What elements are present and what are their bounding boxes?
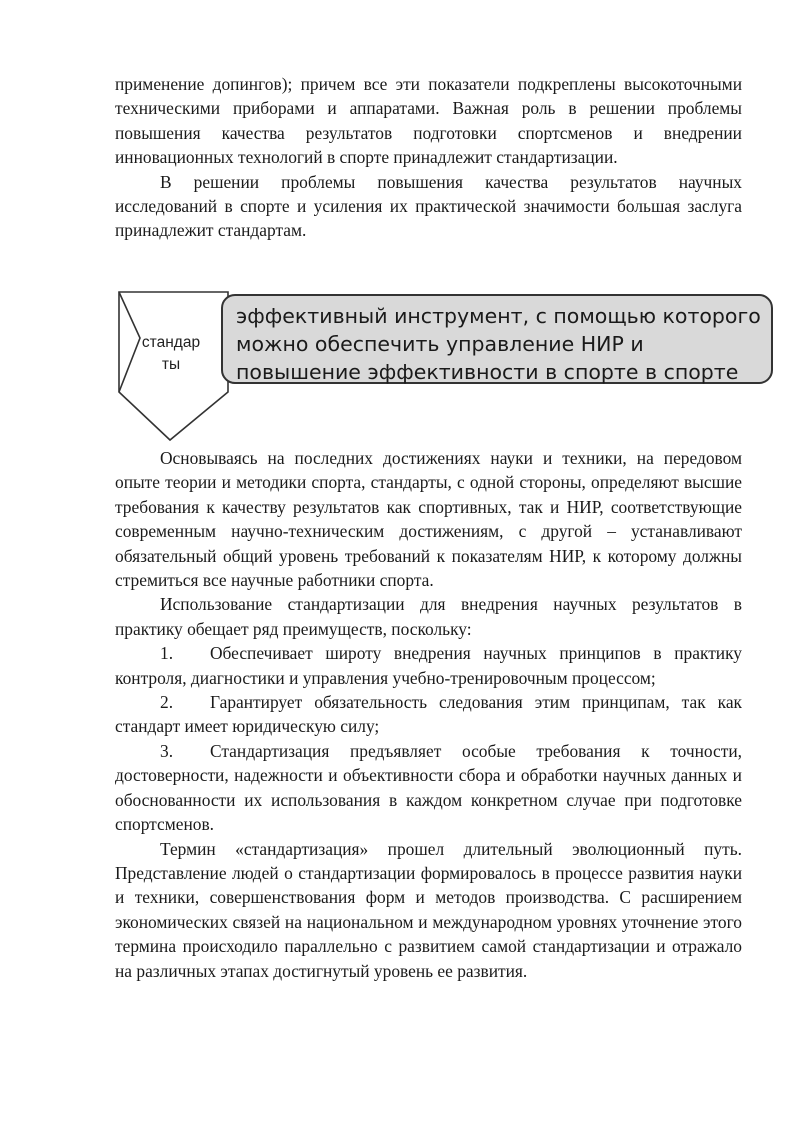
- paragraph: Использование стандартизации для внедрения научных результатов в практику обещает ряд преимуществ, поскольку:: [115, 594, 742, 639]
- callout-box: эффективный инструмент, с помощью которого можно обеспечить управление НИР и повышение эффективности в спорте в спорте: [221, 294, 773, 384]
- paragraph: применение допингов); причем все эти показатели подкреплены высокоточными техническими приборами и аппаратами. Важная роль в решении проблемы повышения качества результатов подготовки спортсменов и внедрении инновационных технологий в спорте принадлежит стандартизации.: [115, 74, 742, 168]
- top-text-block: [115, 72, 742, 243]
- paragraph: Термин «стандартизация» прошел длительный эволюционный путь. Представление людей о стандартизации формировалось в процессе развития науки и техники, совершенствования форм и методов производства. С расширением экономических связей на национальном и международном уровнях уточнение этого термина происходило параллельно с развитием самой стандартизации и отражало на различных этапах достигнутый уровень ее развития.: [115, 838, 742, 981]
- list-number: 3.: [160, 740, 174, 761]
- standards-diagram: [110, 290, 780, 445]
- list-item-text: Гарантирует обязательность следования этим принципам, так как стандарт имеет юридическую силу;: [115, 692, 742, 737]
- list-item: [115, 739, 742, 837]
- paragraph: В решении проблемы повышения качества результатов научных исследований в спорте и усиления их практической значимости большая заслуга принадлежит стандартам.: [115, 171, 742, 241]
- paragraph: Основываясь на последних достижениях науки и техники, на передовом опыте теории и методики спорта, стандарты, с одной стороны, определяют высшие требования к качеству результатов как спортивных, так и НИР, соответствующие современным научно-техническим достижениям, с другой – устанавливают обязательный общий уровень требований к показателям НИР, к которому должны стремиться все научные работники спорта.: [115, 448, 742, 591]
- list-number: 2.: [160, 692, 174, 713]
- list-item-text: Обеспечивает широту внедрения научных принципов в практику контроля, диагностики и управления учебно-тренировочным процессом;: [115, 643, 742, 688]
- chevron-label: стандарты: [141, 334, 201, 373]
- list-item-text: Стандартизация предъявляет особые требования к точности, достоверности, надежности и объективности сбора и обработки научных данных и обоснованности их использования в каждом конкретном случае при подготовке спортсменов.: [115, 740, 742, 835]
- list-number: 1.: [160, 643, 174, 664]
- list-item: [115, 690, 742, 739]
- list-item: [115, 641, 742, 690]
- main-text-block: [115, 446, 742, 983]
